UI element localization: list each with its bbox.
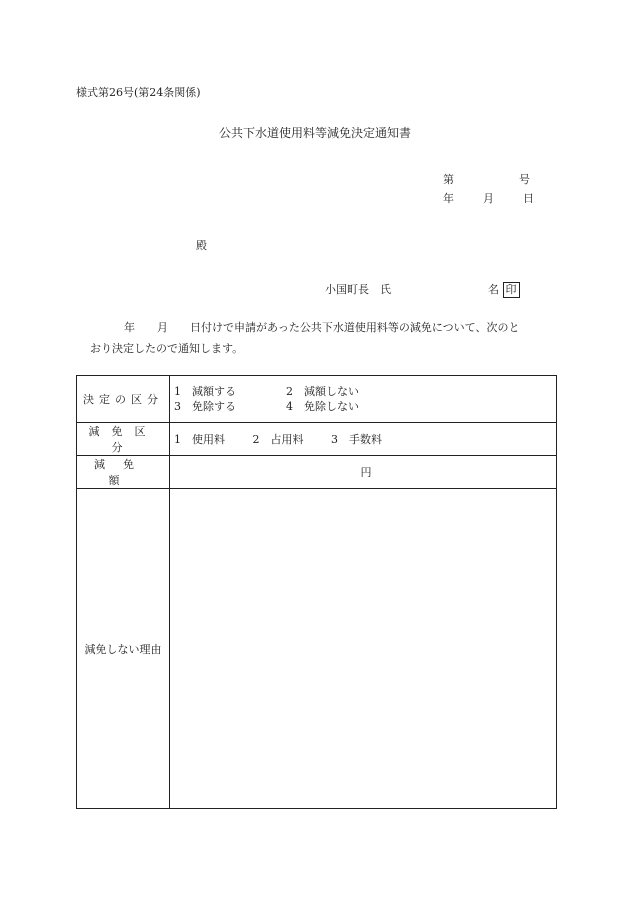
body-line-2: おり決定したので通知します。: [90, 342, 244, 355]
seal-mark: 印: [503, 282, 520, 298]
sender-label: 小国町長 氏: [325, 283, 391, 296]
document-number: [443, 171, 530, 187]
sender-line: [325, 281, 520, 298]
decision-options-cell: [170, 376, 557, 423]
decision-option-3: 3 免除する: [174, 400, 236, 413]
reason-label-cell: [77, 489, 170, 809]
decision-row: [77, 376, 557, 423]
decision-label-cell: [77, 376, 170, 423]
category-row: [77, 423, 557, 456]
category-option-2: 2 占用料: [252, 433, 304, 446]
document-title: 公共下水道使用料等減免決定通知書: [219, 126, 412, 140]
date-month: 月: [483, 192, 494, 205]
amount-label-cell: [77, 456, 170, 489]
decision-label: 決定の区分: [83, 393, 163, 406]
category-option-1: 1 使用料: [174, 433, 225, 446]
category-options-cell: [170, 423, 557, 456]
reason-row: [77, 489, 557, 809]
decision-option-4: 4 免除しない: [286, 400, 359, 413]
amount-row: [77, 456, 557, 489]
decision-table: [76, 375, 557, 809]
body-line-1: 年 月 日付けで申請があった公共下水道使用料等の減免について、次のと: [124, 321, 520, 334]
amount-unit: 円: [360, 466, 372, 479]
decision-options-row-2: [174, 399, 552, 414]
decision-option-1: 1 減額する: [174, 385, 236, 398]
date-year: 年: [443, 192, 454, 205]
amount-value-cell: [170, 456, 557, 489]
document-date: [443, 190, 534, 206]
number-suffix: 号: [519, 173, 530, 186]
reason-input-area: [170, 489, 557, 809]
addressee-suffix: 殿: [196, 239, 207, 252]
category-option-3: 3 手数料: [331, 433, 382, 446]
decision-options-row-1: [174, 384, 552, 399]
category-label-cell: [77, 423, 170, 456]
sender-name-label: 名: [488, 283, 499, 296]
date-day: 日: [523, 192, 534, 205]
number-prefix: 第: [443, 173, 454, 186]
decision-option-2: 2 減額しない: [286, 385, 359, 398]
form-id: 様式第26号(第24条関係): [76, 86, 201, 99]
reason-label: 減免しない理由: [84, 642, 162, 656]
category-label: 減免区分: [88, 425, 158, 454]
amount-label: 減免額: [94, 458, 152, 487]
